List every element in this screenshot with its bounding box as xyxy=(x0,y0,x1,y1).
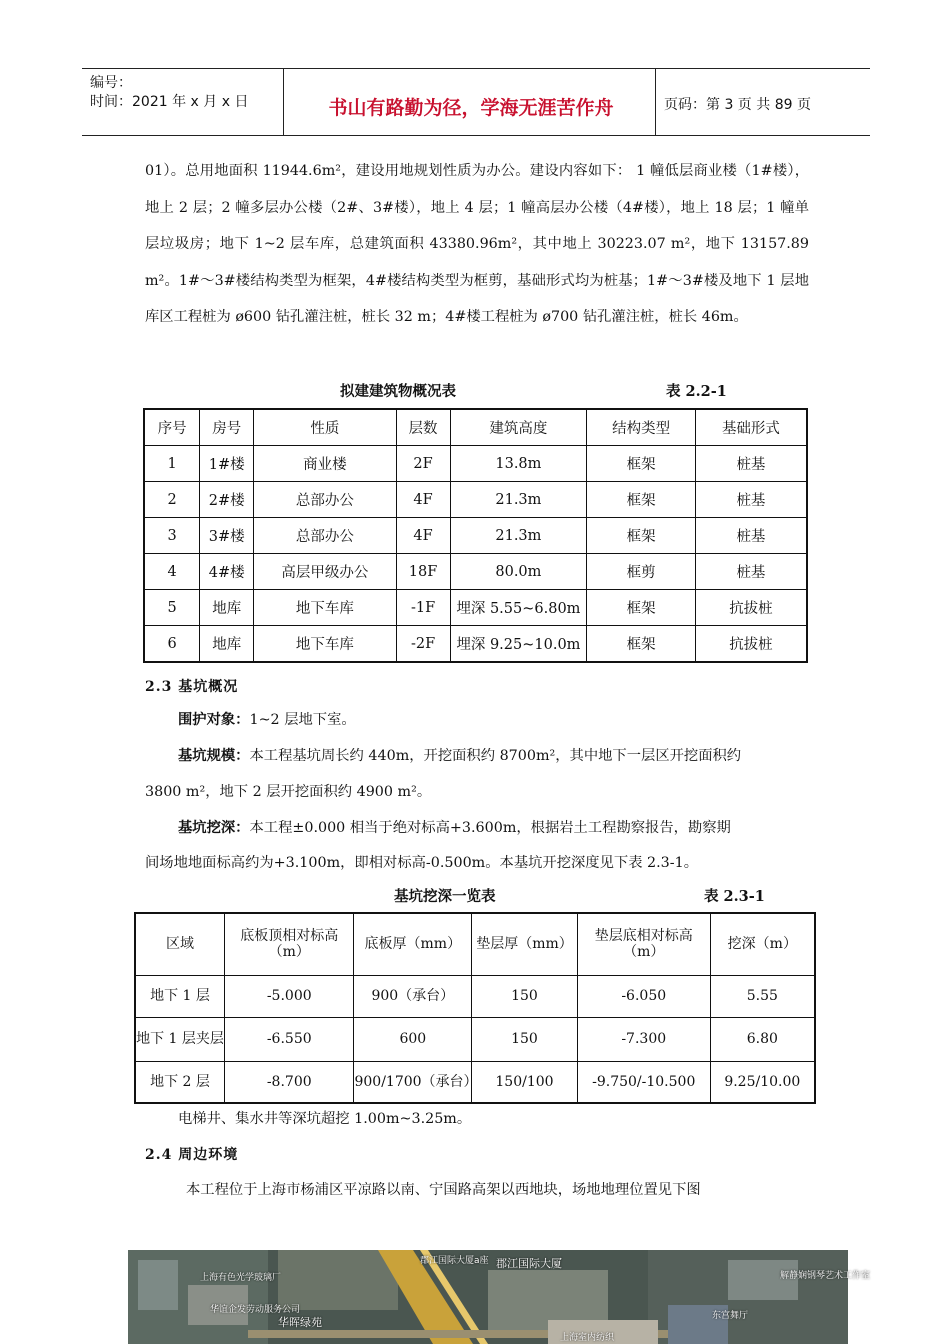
target-text: 1~2 层地下室。 xyxy=(249,712,356,728)
table-cell: 80.0m xyxy=(450,554,587,590)
table-cell: 5 xyxy=(144,590,200,626)
table-cell: 抗拔桩 xyxy=(695,590,807,626)
table-cell: 4#楼 xyxy=(200,554,254,590)
header-divider xyxy=(283,69,284,135)
table-row xyxy=(144,518,807,554)
table-row xyxy=(144,482,807,518)
table-cell: 埋深 5.55~6.80m xyxy=(450,590,587,626)
section-heading-2-4: 2.4 周边环境 xyxy=(145,1147,239,1163)
table-row xyxy=(144,554,807,590)
intro-paragraph: 01）。总用地面积 11944.6m²，建设用地规划性质为办公。建设内容如下： 1 幢低层商业楼（1#楼），地上 2 层；2 幢多层办公楼（2#、3#楼），地上 4 层；1 幢高层办公楼（4#楼），地上 18 层；1 幢单层垃圾房；地下 1~2 层车库，总建筑面积 43380.96m²，其中地上 30223.07 m²，地下 13157.89 m²。1#～3#楼结构类型为框架，4#楼结构类型为框剪，基础形式均为桩基；1#～3#楼及地下 1 层地库区工程桩为 ø600 钻孔灌注桩，桩长 32 m；4#楼工程桩为 ø700 钻孔灌注桩，桩长 46m。 xyxy=(145,163,809,325)
table-row xyxy=(135,975,815,1017)
page-header xyxy=(82,68,870,136)
table-cell: -7.300 xyxy=(577,1017,710,1061)
table-cell: -8.700 xyxy=(225,1061,354,1103)
table-cell: 2#楼 xyxy=(200,482,254,518)
header-page-info: 页码：第 3 页 共 89 页 xyxy=(664,97,811,113)
table-cell: 1#楼 xyxy=(200,446,254,482)
excavation-depth-table xyxy=(134,912,816,1104)
table-header-cell: 挖深（m） xyxy=(710,913,815,975)
table-cell: 3 xyxy=(144,518,200,554)
table-cell: 地下 1 层 xyxy=(135,975,225,1017)
map-label: 郡江国际大厦 xyxy=(496,1257,562,1270)
table-cell: -5.000 xyxy=(225,975,354,1017)
scale-text-1: 本工程基坑周长约 440m，开挖面积约 8700m²，其中地下一层区开挖面积约 xyxy=(249,748,742,764)
header-motto: 书山有路勤为径，学海无涯苦作舟 xyxy=(328,97,614,119)
table1-number: 表 2.2-1 xyxy=(666,383,727,400)
table-cell: 2 xyxy=(144,482,200,518)
table-cell: 21.3m xyxy=(450,482,587,518)
table-cell: 4F xyxy=(396,518,450,554)
table-cell: 3#楼 xyxy=(200,518,254,554)
table-cell: 抗拔桩 xyxy=(695,626,807,663)
table-cell: 地下 2 层 xyxy=(135,1061,225,1103)
table-row xyxy=(144,626,807,663)
header-date: 时间：2021 年 x 月 x 日 xyxy=(90,94,249,110)
table-cell: 商业楼 xyxy=(254,446,396,482)
table-row xyxy=(144,590,807,626)
table-header-cell: 结构类型 xyxy=(587,409,696,446)
table-cell: 6.80 xyxy=(710,1017,815,1061)
target-line xyxy=(178,709,356,729)
table-cell: 1 xyxy=(144,446,200,482)
table-row xyxy=(135,1017,815,1061)
table-header-cell: 基础形式 xyxy=(695,409,807,446)
table-cell: 18F xyxy=(396,554,450,590)
table-header-cell: 垫层厚（mm） xyxy=(472,913,578,975)
table-header-cell: 区域 xyxy=(135,913,225,975)
table-cell: -6.050 xyxy=(577,975,710,1017)
table-cell: 2F xyxy=(396,446,450,482)
table-cell: 总部办公 xyxy=(254,482,396,518)
map-label: 郡江国际大厦a座 xyxy=(420,1256,489,1266)
location-text: 本工程位于上海市杨浦区平凉路以南、宁国路高架以西地块，场地地理位置见下图 xyxy=(186,1182,701,1198)
table-header-cell: 性质 xyxy=(254,409,396,446)
table-cell: -1F xyxy=(396,590,450,626)
scale-label: 基坑规模： xyxy=(178,748,250,764)
table-cell: 4F xyxy=(396,482,450,518)
table-cell: -9.750/-10.500 xyxy=(577,1061,710,1103)
table-cell: 框架 xyxy=(587,482,696,518)
table-header-cell: 垫层底相对标高（m） xyxy=(577,913,710,975)
table-cell: 21.3m xyxy=(450,518,587,554)
scale-line-1 xyxy=(178,745,741,765)
scale-line-2: 3800 m²，地下 2 层开挖面积约 4900 m²。 xyxy=(145,784,432,800)
table-cell: 5.55 xyxy=(710,975,815,1017)
table2-number: 表 2.3-1 xyxy=(704,888,765,905)
depth-label: 基坑挖深： xyxy=(178,820,250,836)
depth-line-2: 间场地地面标高约为+3.100m，即相对标高-0.500m。本基坑开挖深度见下表 2.3-1。 xyxy=(145,855,699,871)
table-cell: 地下车库 xyxy=(254,626,396,663)
section-heading-2-3: 2.3 基坑概况 xyxy=(145,679,239,695)
table-cell: 框架 xyxy=(587,590,696,626)
map-label: 上海有色光学玻璃厂 xyxy=(200,1273,282,1283)
table-header-cell: 建筑高度 xyxy=(450,409,587,446)
pit-note: 电梯井、集水井等深坑超挖 1.00m~3.25m。 xyxy=(178,1111,472,1127)
table-cell: 9.25/10.00 xyxy=(710,1061,815,1103)
table-cell: 900（承台） xyxy=(354,975,472,1017)
map-label: 华晖绿苑 xyxy=(278,1316,322,1329)
table-header-cell: 层数 xyxy=(396,409,450,446)
table-cell: 150/100 xyxy=(472,1061,578,1103)
depth-text-1: 本工程±0.000 相当于绝对标高+3.600m，根据岩土工程勘察报告，勘察期 xyxy=(249,820,731,836)
table-cell: 框架 xyxy=(587,518,696,554)
table-cell: 4 xyxy=(144,554,200,590)
table-cell: -2F xyxy=(396,626,450,663)
table-header-cell: 序号 xyxy=(144,409,200,446)
table-header-cell: 房号 xyxy=(200,409,254,446)
table-cell: 高层甲级办公 xyxy=(254,554,396,590)
table-cell: 地库 xyxy=(200,626,254,663)
building-overview-table xyxy=(143,408,808,663)
table-cell: 6 xyxy=(144,626,200,663)
table-cell: -6.550 xyxy=(225,1017,354,1061)
table-cell: 地下 1 层夹层 xyxy=(135,1017,225,1061)
table-cell: 150 xyxy=(472,975,578,1017)
map-label: 解静娴钢琴艺术工作室 xyxy=(780,1271,871,1281)
site-location-map xyxy=(128,1250,871,1344)
table-row xyxy=(135,1061,815,1103)
header-code: 编号： xyxy=(90,75,132,91)
depth-line-1 xyxy=(178,817,731,837)
table-cell: 900/1700（承台） xyxy=(354,1061,472,1103)
table-cell: 地下车库 xyxy=(254,590,396,626)
table-header-cell: 底板厚（mm） xyxy=(354,913,472,975)
table-cell: 桩基 xyxy=(695,446,807,482)
table-cell: 13.8m xyxy=(450,446,587,482)
map-label: 华谊企发劳动服务公司 xyxy=(210,1305,301,1315)
table-header-cell: 底板顶相对标高（m） xyxy=(225,913,354,975)
header-meta xyxy=(90,74,248,112)
map-label: 上海室内纺织 xyxy=(560,1333,615,1343)
table-header-row xyxy=(135,913,815,975)
table-cell: 埋深 9.25~10.0m xyxy=(450,626,587,663)
table-cell: 桩基 xyxy=(695,554,807,590)
table-row xyxy=(144,446,807,482)
map-label: 东宫舞厅 xyxy=(712,1311,749,1321)
target-label: 围护对象： xyxy=(178,712,250,728)
table1-title: 拟建建筑物概况表 xyxy=(340,383,456,400)
table-cell: 桩基 xyxy=(695,518,807,554)
table-cell: 地库 xyxy=(200,590,254,626)
table-cell: 桩基 xyxy=(695,482,807,518)
table2-title: 基坑挖深一览表 xyxy=(394,888,496,905)
table-header-row xyxy=(144,409,807,446)
table-cell: 总部办公 xyxy=(254,518,396,554)
table-cell: 框架 xyxy=(587,446,696,482)
table-cell: 600 xyxy=(354,1017,472,1061)
table-cell: 150 xyxy=(472,1017,578,1061)
table-cell: 框架 xyxy=(587,626,696,663)
table-cell: 框剪 xyxy=(587,554,696,590)
